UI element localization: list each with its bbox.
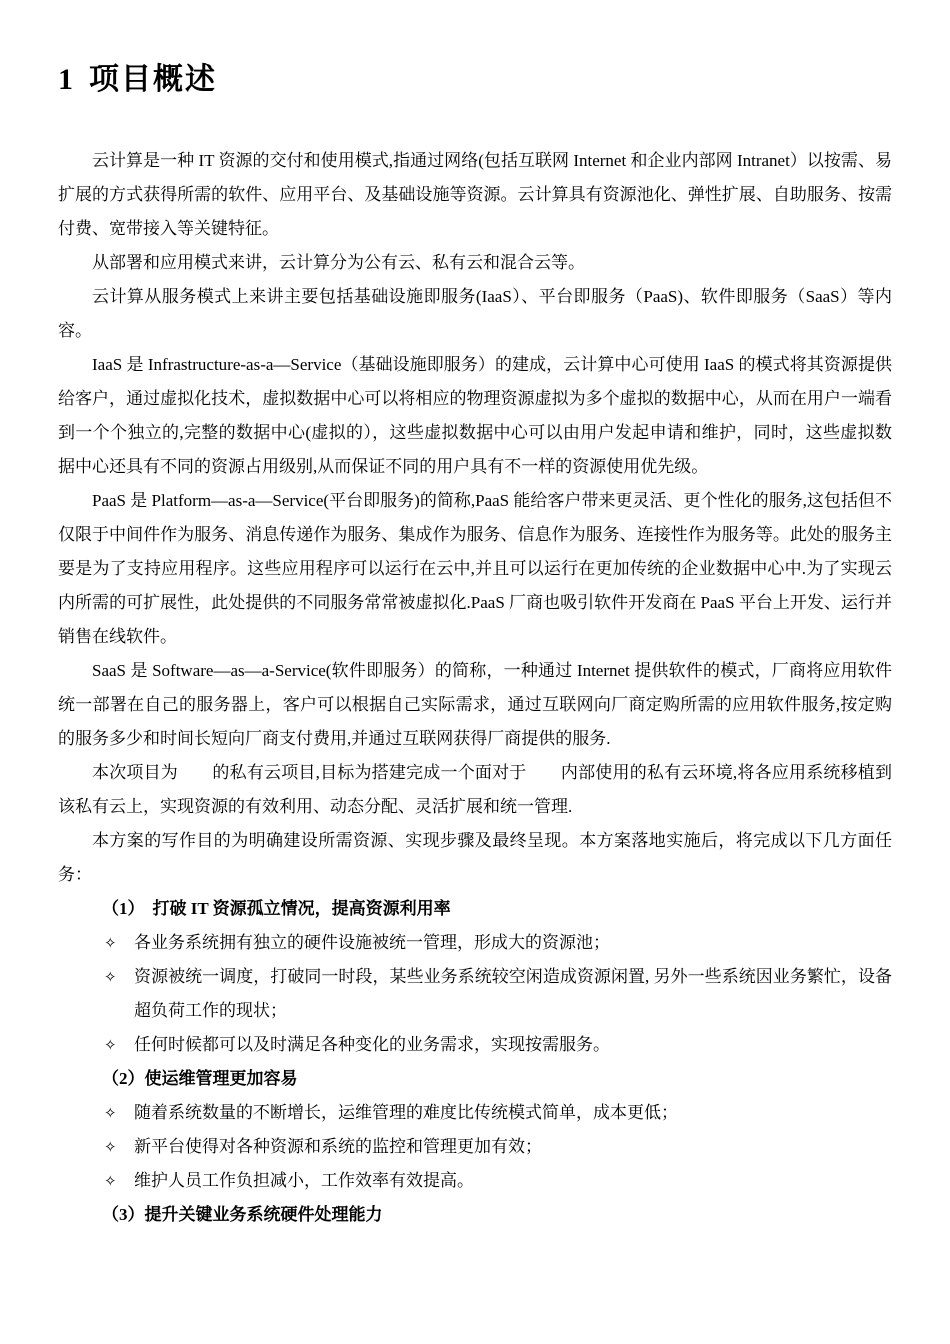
diamond-bullet-icon: ✧ <box>104 1104 117 1122</box>
task-heading-1 <box>58 892 892 926</box>
document-body <box>58 144 892 1232</box>
paragraph-iaas: IaaS 是 Infrastructure-as-a—Service（基础设施即服务）的建成，云计算中心可使用 IaaS 的模式将其资源提供给客户，通过虚拟化技术，虚拟数据中心可以将相应的物理资源虚拟为多个虚拟的数据中心，从而在用户一端看到一个个独立的,完整的数据中心(虚拟的），这些虚拟数据中心可以由用户发起申请和维护，同时，这些虚拟数据中心还具有不同的资源占用级别,从而保证不同的用户具有不一样的资源使用优先级。 <box>58 355 892 476</box>
task-heading-2 <box>58 1062 892 1096</box>
task-number: （3） <box>102 1205 145 1224</box>
list-item-text: 任何时候都可以及时满足各种变化的业务需求，实现按需服务。 <box>134 1035 610 1054</box>
paragraph-service-models: 云计算从服务模式上来讲主要包括基础设施即服务(IaaS）、平台即服务（PaaS)、软件即服务（SaaS）等内容。 <box>58 287 892 340</box>
diamond-bullet-icon: ✧ <box>104 968 117 986</box>
list-item-text: 各业务系统拥有独立的硬件设施被统一管理，形成大的资源池； <box>134 933 610 952</box>
task-title: 使运维管理更加容易 <box>144 1069 298 1088</box>
list-item <box>58 960 892 1028</box>
task-number: （1） <box>102 899 145 918</box>
paragraph-project-goal: 本次项目为 的私有云项目,目标为搭建完成一个面对于 内部使用的私有云环境,将各应用系统移植到该私有云上，实现资源的有效利用、动态分配、灵活扩展和统一管理. <box>58 763 892 816</box>
list-item <box>58 1096 892 1130</box>
paragraph-saas: SaaS 是 Software—as—a-Service(软件即服务）的简称，一种通过 Internet 提供软件的模式，厂商将应用软件统一部署在自己的服务器上，客户可以根据自己实际需求，通过互联网向厂商定购所需的应用软件服务,按定购的服务多少和时间长短向厂商支付费用,并通过互联网获得厂商提供的服务. <box>58 661 892 748</box>
task-title: 打破 IT 资源孤立情况，提高资源利用率 <box>152 899 451 918</box>
diamond-bullet-icon: ✧ <box>104 934 117 952</box>
diamond-bullet-icon: ✧ <box>104 1036 117 1054</box>
task-number: （2） <box>102 1069 145 1088</box>
list-item <box>58 926 892 960</box>
list-item-text: 随着系统数量的不断增长，运维管理的难度比传统模式简单，成本更低； <box>134 1103 678 1122</box>
paragraph-purpose: 本方案的写作目的为明确建设所需资源、实现步骤及最终呈现。本方案落地实施后，将完成以下几方面任务： <box>58 831 892 884</box>
task-heading-3 <box>58 1198 892 1232</box>
paragraph-cloud-definition: 云计算是一种 IT 资源的交付和使用模式,指通过网络(包括互联网 Internet 和企业内部网 Intranet）以按需、易扩展的方式获得所需的软件、应用平台、及基础设施等资源。云计算具有资源池化、弹性扩展、自助服务、按需付费、宽带接入等关键特征。 <box>58 151 892 238</box>
list-item-text: 资源被统一调度，打破同一时段，某些业务系统较空闲造成资源闲置, 另外一些系统因业务繁忙，设备超负荷工作的现状； <box>134 967 892 1020</box>
list-item-text: 新平台使得对各种资源和系统的监控和管理更加有效； <box>134 1137 542 1156</box>
list-item <box>58 1028 892 1062</box>
list-item-text: 维护人员工作负担减小，工作效率有效提高。 <box>134 1171 474 1190</box>
section-heading <box>58 58 217 102</box>
list-item <box>58 1164 892 1198</box>
task-title: 提升关键业务系统硬件处理能力 <box>144 1205 383 1224</box>
paragraph-paas: PaaS 是 Platform—as-a—Service(平台即服务)的简称,PaaS 能给客户带来更灵活、更个性化的服务,这包括但不仅限于中间件作为服务、消息传递作为服务、集成作为服务、信息作为服务、连接性作为服务等。此处的服务主要是为了支持应用程序。这些应用程序可以运行在云中,并且可以运行在更加传统的企业数据中心中.为了实现云内所需的可扩展性，此处提供的不同服务常常被虚拟化.PaaS 厂商也吸引软件开发商在 PaaS 平台上开发、运行并销售在线软件。 <box>58 491 892 646</box>
section-title: 项目概述 <box>89 63 217 96</box>
diamond-bullet-icon: ✧ <box>104 1138 117 1156</box>
list-item <box>58 1130 892 1164</box>
diamond-bullet-icon: ✧ <box>104 1172 117 1190</box>
section-number: 1 <box>58 63 75 96</box>
paragraph-deployment-models: 从部署和应用模式来讲，云计算分为公有云、私有云和混合云等。 <box>92 253 585 272</box>
